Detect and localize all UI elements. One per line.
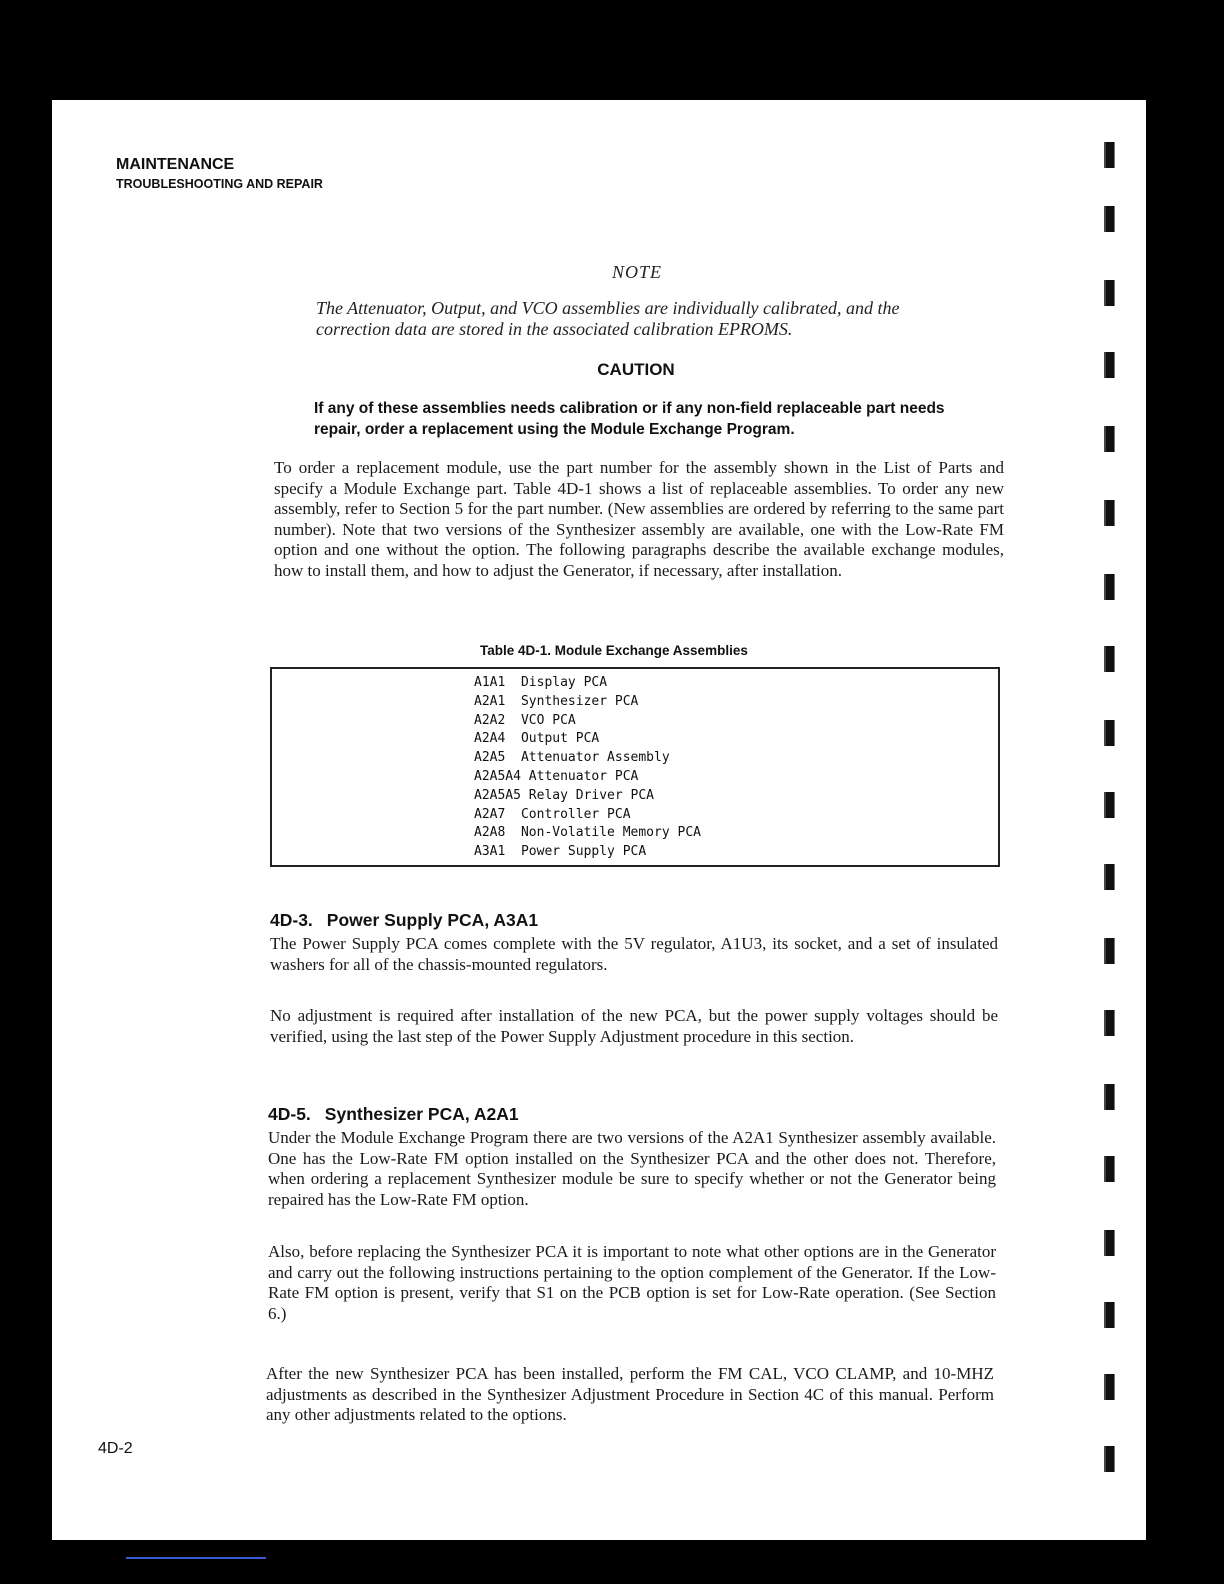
binder-tab-mark [1104, 792, 1115, 818]
binder-tab-mark [1104, 1010, 1115, 1036]
binder-tab-mark [1104, 1230, 1115, 1256]
header-section: MAINTENANCE [116, 156, 235, 173]
caution-text: If any of these assemblies needs calibration or if any non-field replaceable part needs repair, order a replacement using the Module Exchange Program. [314, 400, 945, 438]
binder-tab-mark [1104, 1302, 1115, 1328]
binder-tab-mark [1104, 720, 1115, 746]
binder-tab-mark [1104, 426, 1115, 452]
table-row: A2A8 Non-Volatile Memory PCA [474, 825, 701, 841]
binder-tab-mark [1104, 574, 1115, 600]
binder-tab-mark [1104, 1084, 1115, 1110]
section-title: Synthesizer PCA, A2A1 [324, 1104, 519, 1124]
binder-tab-mark [1104, 280, 1115, 306]
section-4d3-heading [270, 910, 538, 931]
section-number: 4D-3. [270, 910, 313, 930]
table-row: A2A1 Synthesizer PCA [474, 693, 639, 709]
section-4d5-paragraph-2: Also, before replacing the Synthesizer PCA it is important to note what other options are in the Generator and carry out the following instructions pertaining to the option complement of the Generator. If the Low-Rate FM option is present, verify that S1 on the PCB option is set for Low-Rate operation. (See Section 6.) [268, 1242, 996, 1323]
note-text: The Attenuator, Output, and VCO assemblies are individually calibrated, and the correction data are stored in the associated calibration EPROMS. [316, 298, 900, 339]
binder-tab-mark [1104, 938, 1115, 964]
caution-title: CAUTION [597, 360, 675, 379]
module-table [474, 674, 701, 862]
section-number: 4D-5. [268, 1104, 311, 1124]
binder-tab-mark [1104, 1446, 1115, 1472]
note-title: NOTE [611, 262, 662, 282]
scan-edge-line [126, 1557, 266, 1559]
table-row: A2A7 Controller PCA [474, 806, 631, 822]
binder-tab-mark [1104, 206, 1115, 232]
table-row: A2A5 Attenuator Assembly [474, 750, 670, 766]
binder-tab-mark [1104, 864, 1115, 890]
binder-tab-mark [1104, 352, 1115, 378]
intro-paragraph: To order a replacement module, use the part number for the assembly shown in the List of Parts and specify a Module Exchange part. Table 4D-1 shows a list of replaceable assemblies. To order any new assembly, refer to Section 5 for the part number. (New assemblies are ordered by referring to the same part number). Note that two versions of the Synthesizer assembly are available, one with the Low-Rate FM option and one without the option. The following paragraphs describe the available exchange modules, how to install them, and how to adjust the Generator, if necessary, after installation. [274, 458, 1004, 580]
section-4d3-paragraph-2: No adjustment is required after installation of the new PCA, but the power supply voltages should be verified, using the last step of the Power Supply Adjustment procedure in this section. [270, 1006, 998, 1046]
section-title: Power Supply PCA, A3A1 [326, 910, 539, 930]
document-page [52, 100, 1146, 1540]
header-subsection: TROUBLESHOOTING AND REPAIR [116, 177, 323, 191]
section-4d5-heading [268, 1104, 519, 1125]
binder-tab-mark [1104, 500, 1115, 526]
section-4d3-paragraph-1: The Power Supply PCA comes complete with the 5V regulator, A1U3, its socket, and a set of insulated washers for all of the chassis-mounted regulators. [270, 934, 998, 974]
section-4d5-paragraph-1: Under the Module Exchange Program there are two versions of the A2A1 Synthesizer assembly available. One has the Low-Rate FM option installed on the Synthesizer PCA and the other does not. Therefore, when ordering a replacement Synthesizer module be sure to specify whether or not the Generator being repaired has the Low-Rate FM option. [268, 1128, 996, 1209]
binder-tab-mark [1104, 646, 1115, 672]
page-number: 4D-2 [98, 1440, 133, 1457]
table-row: A2A5A5 Relay Driver PCA [474, 787, 655, 803]
binder-tab-mark [1104, 142, 1115, 168]
table-row: A1A1 Display PCA [474, 675, 608, 690]
table-caption: Table 4D-1. Module Exchange Assemblies [480, 643, 748, 658]
table-row: A3A1 Power Supply PCA [474, 844, 647, 860]
section-4d5-paragraph-3: After the new Synthesizer PCA has been installed, perform the FM CAL, VCO CLAMP, and 10-MHZ adjustments as described in the Synthesizer Adjustment Procedure in Section 4C of this manual. Perform any other adjustments related to the options. [266, 1364, 994, 1424]
binder-tab-mark [1104, 1374, 1115, 1400]
binder-tab-mark [1104, 1156, 1115, 1182]
table-row: A2A2 VCO PCA [474, 712, 576, 728]
table-row: A2A5A4 Attenuator PCA [474, 768, 639, 784]
table-row: A2A4 Output PCA [474, 731, 600, 747]
